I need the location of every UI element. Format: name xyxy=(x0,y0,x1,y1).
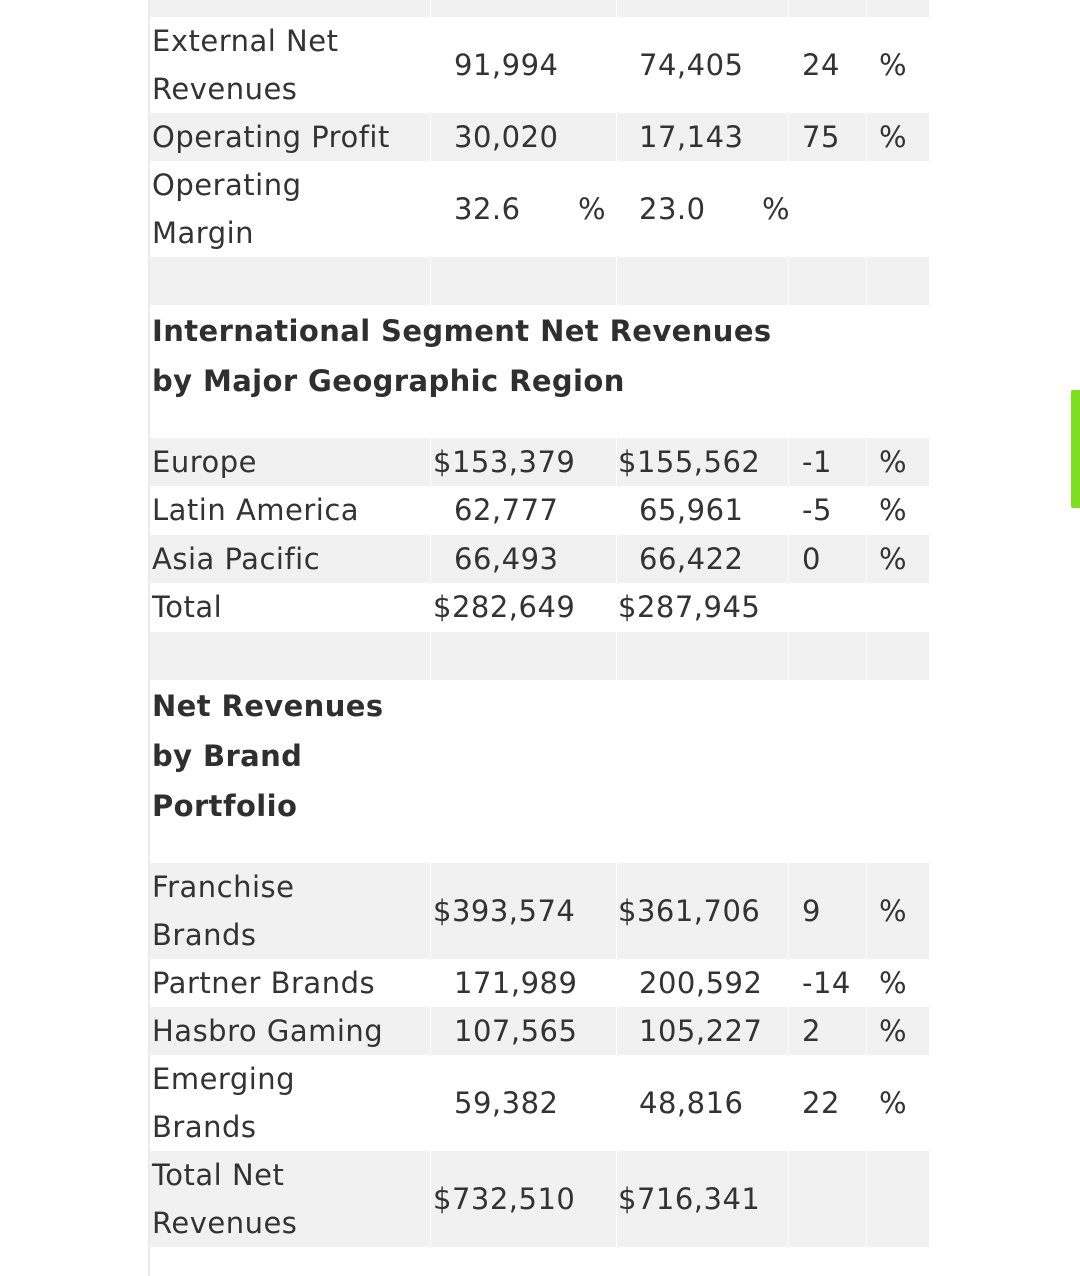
row-label: Operating xyxy=(152,168,302,202)
percent-sign: % xyxy=(879,542,908,576)
change-value: 24 xyxy=(802,48,840,82)
column-divider xyxy=(788,1151,789,1247)
current-value: 91,994 xyxy=(454,48,559,82)
column-divider xyxy=(430,113,431,161)
percent-sign: % xyxy=(879,894,908,928)
change-value: 22 xyxy=(802,1086,840,1120)
current-value: $153,379 xyxy=(433,445,576,479)
column-divider xyxy=(616,1151,617,1247)
column-divider xyxy=(866,438,867,486)
percent-sign: % xyxy=(879,1086,908,1120)
column-divider xyxy=(788,632,789,680)
percent-sign: % xyxy=(879,1014,908,1048)
column-divider xyxy=(616,535,617,583)
row-label: Revenues xyxy=(152,1206,298,1240)
row-label: Hasbro Gaming xyxy=(152,1014,384,1048)
column-divider xyxy=(616,632,617,680)
column-divider xyxy=(866,1007,867,1055)
column-divider xyxy=(616,0,617,17)
change-value: 0 xyxy=(802,542,821,576)
table-row xyxy=(150,863,929,959)
column-divider xyxy=(616,438,617,486)
table-row xyxy=(150,438,929,486)
column-divider xyxy=(788,863,789,959)
table-row xyxy=(150,1151,929,1247)
column-divider xyxy=(430,438,431,486)
table-row xyxy=(150,583,929,632)
row-label: External Net xyxy=(152,24,339,58)
column-divider xyxy=(788,0,789,17)
row-label: Emerging xyxy=(152,1062,296,1096)
column-divider xyxy=(866,257,867,305)
current-value: 30,020 xyxy=(454,120,559,154)
column-divider xyxy=(866,535,867,583)
table-row xyxy=(150,17,929,113)
section-heading: by Brand xyxy=(152,739,303,773)
row-label: Total Net xyxy=(152,1158,285,1192)
current-value: $732,510 xyxy=(433,1182,576,1216)
percent-sign: % xyxy=(879,445,908,479)
row-label: Brands xyxy=(152,1110,257,1144)
prior-value: 66,422 xyxy=(639,542,744,576)
column-divider xyxy=(788,1007,789,1055)
table-row xyxy=(150,1055,929,1151)
table-row xyxy=(150,113,929,161)
column-divider xyxy=(866,863,867,959)
row-label: Margin xyxy=(152,216,255,250)
section-heading: Net Revenues xyxy=(152,689,384,723)
prior-value: 23.0 xyxy=(639,192,706,226)
column-divider xyxy=(788,438,789,486)
prior-value: 200,592 xyxy=(639,966,763,1000)
table-row xyxy=(150,161,929,257)
percent-sign: % xyxy=(879,966,908,1000)
current-value: 107,565 xyxy=(454,1014,578,1048)
column-divider xyxy=(430,1151,431,1247)
section-heading: by Major Geographic Region xyxy=(152,364,625,398)
current-value: 59,382 xyxy=(454,1086,559,1120)
percent-sign: % xyxy=(762,192,791,226)
percent-sign: % xyxy=(879,48,908,82)
table-row xyxy=(150,632,929,680)
prior-value: 48,816 xyxy=(639,1086,744,1120)
financial-table xyxy=(148,0,929,1276)
prior-value: $361,706 xyxy=(618,894,761,928)
table-row xyxy=(150,486,929,535)
column-divider xyxy=(430,1007,431,1055)
column-divider xyxy=(866,632,867,680)
column-divider xyxy=(866,113,867,161)
column-divider xyxy=(616,257,617,305)
column-divider xyxy=(788,535,789,583)
section-heading-row xyxy=(150,680,929,863)
row-label: Partner Brands xyxy=(152,966,376,1000)
column-divider xyxy=(430,863,431,959)
column-divider xyxy=(866,0,867,17)
prior-value: $155,562 xyxy=(618,445,761,479)
table-row xyxy=(150,0,929,17)
row-label: Asia Pacific xyxy=(152,542,321,576)
row-label: Operating Profit xyxy=(152,120,390,154)
column-divider xyxy=(788,113,789,161)
percent-sign: % xyxy=(578,192,607,226)
table-row xyxy=(150,257,929,305)
change-value: -14 xyxy=(802,966,851,1000)
column-divider xyxy=(616,863,617,959)
percent-sign: % xyxy=(879,493,908,527)
row-label: Europe xyxy=(152,445,257,479)
row-label: Brands xyxy=(152,918,257,952)
column-divider xyxy=(788,257,789,305)
table-row xyxy=(150,1247,929,1276)
scrollbar-thumb[interactable] xyxy=(1071,390,1080,508)
column-divider xyxy=(430,535,431,583)
table-row xyxy=(150,1007,929,1055)
prior-value: 65,961 xyxy=(639,493,744,527)
change-value: 9 xyxy=(802,894,821,928)
section-heading: Portfolio xyxy=(152,789,298,823)
change-value: 2 xyxy=(802,1014,821,1048)
table-row xyxy=(150,535,929,583)
change-value: -1 xyxy=(802,445,832,479)
column-divider xyxy=(430,257,431,305)
current-value: 32.6 xyxy=(454,192,521,226)
row-label: Revenues xyxy=(152,72,298,106)
table-row xyxy=(150,959,929,1007)
row-label: Latin America xyxy=(152,493,360,527)
column-divider xyxy=(616,1007,617,1055)
change-value: -5 xyxy=(802,493,832,527)
prior-value: $716,341 xyxy=(618,1182,761,1216)
current-value: $393,574 xyxy=(433,894,576,928)
percent-sign: % xyxy=(879,120,908,154)
column-divider xyxy=(430,0,431,17)
prior-value: 74,405 xyxy=(639,48,744,82)
column-divider xyxy=(616,113,617,161)
current-value: 66,493 xyxy=(454,542,559,576)
current-value: $282,649 xyxy=(433,590,576,624)
row-label: Franchise xyxy=(152,870,295,904)
column-divider xyxy=(866,1151,867,1247)
current-value: 62,777 xyxy=(454,493,559,527)
prior-value: $287,945 xyxy=(618,590,761,624)
prior-value: 17,143 xyxy=(639,120,744,154)
section-heading-row xyxy=(150,305,929,438)
row-label: Total xyxy=(152,590,223,624)
change-value: 75 xyxy=(802,120,840,154)
section-heading: International Segment Net Revenues xyxy=(152,314,772,348)
column-divider xyxy=(430,632,431,680)
current-value: 171,989 xyxy=(454,966,578,1000)
prior-value: 105,227 xyxy=(639,1014,763,1048)
